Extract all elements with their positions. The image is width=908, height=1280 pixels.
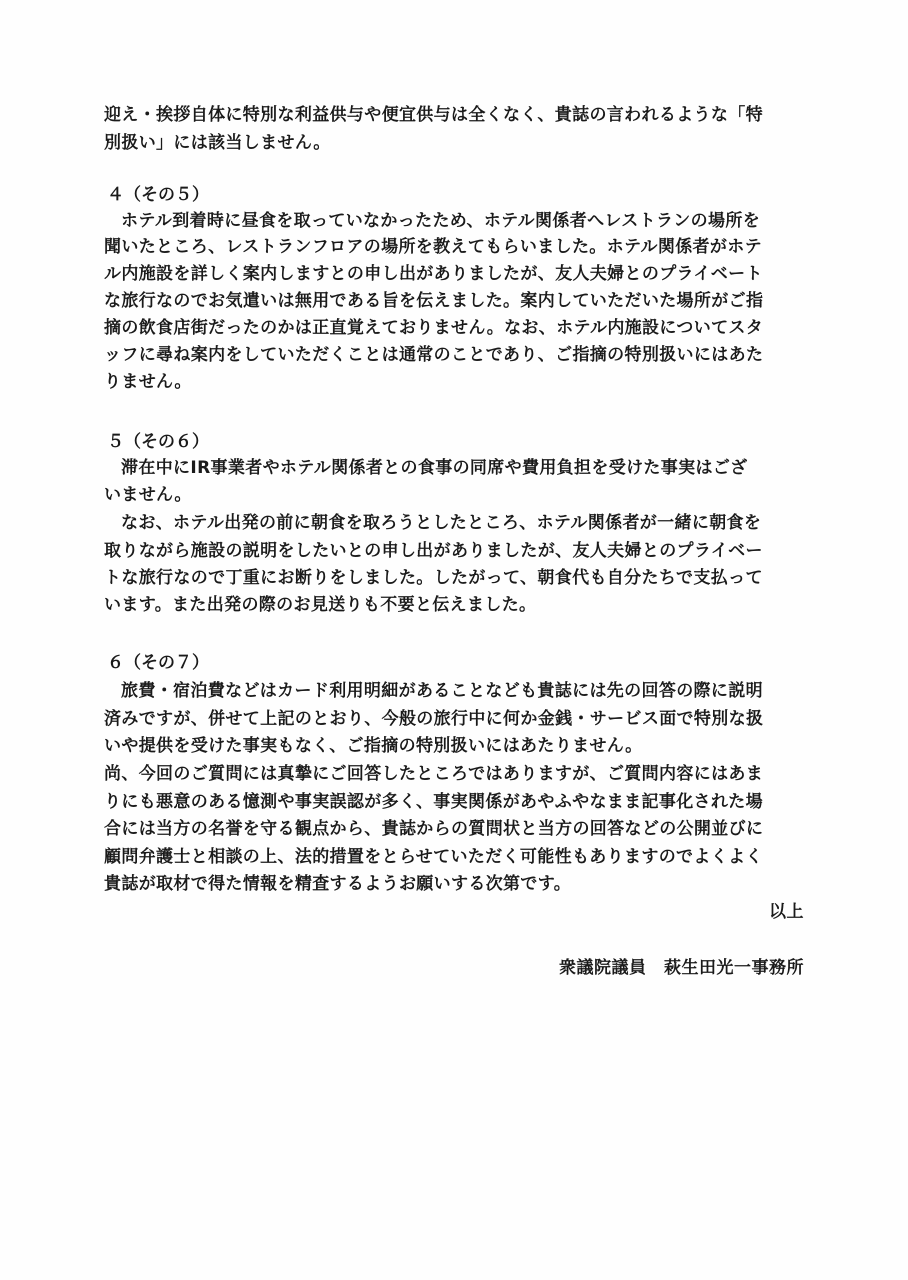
section-4-line: ル内施設を詳しく案内しますとの申し出がありましたが、友人夫婦とのプライベート (104, 264, 763, 284)
section-4-line: 摘の飲食店街だったのかは正直覚えておりません。なお、ホテル内施設についてスタ (104, 318, 764, 338)
signature: 衆議院議員 萩生田光一事務所 (559, 958, 804, 978)
section-4-line: りません。 (104, 372, 192, 392)
section-5-line: 滞在中にIR事業者やホテル関係者との食事の同席や費用負担を受けた事実はござ (121, 458, 748, 478)
section-4-line: な旅行なのでお気遣いは無用である旨を伝えました。案内していただいた場所がご指 (104, 291, 764, 311)
section-5-line: います。また出発の際のお見送りも不要と伝えました。 (104, 595, 537, 615)
section-4-line: ホテル到着時に昼食を取っていなかったため、ホテル関係者へレストランの場所を (121, 211, 761, 231)
section-4-heading: ４（その５） (107, 185, 209, 205)
section-6-line: 合には当方の名誉を守る観点から、貴誌からの質問状と当方の回答などの公開並びに (104, 819, 764, 839)
section-4-line: ッフに尋ね案内をしていただくことは通常のことであり、ご指摘の特別扱いにはあた (104, 345, 764, 365)
section-5-line: いません。 (104, 485, 192, 505)
section-6-line: りにも悪意のある憶測や事実誤認が多く、事実関係があやふやなまま記事化された場 (104, 792, 763, 812)
section-6-line: 顧問弁護士と相談の上、法的措置をとらせていただく可能性もありますのでよくよく (104, 847, 763, 867)
section-6-line: 貴誌が取材で得た情報を精査するようお願いする次第です。 (104, 874, 572, 894)
section-5-line: トな旅行なので丁重にお断りをしました。したがって、朝食代も自分たちで支払って (104, 568, 763, 588)
section-6-line: 旅費・宿泊費などはカード利用明細があることなども貴誌には先の回答の際に説明 (121, 681, 763, 701)
section-6-heading: ６（その７） (107, 653, 209, 673)
section-5-heading: ５（その６） (107, 432, 209, 452)
section-4-line: 聞いたところ、レストランフロアの場所を教えてもらいました。ホテル関係者がホテ (104, 237, 762, 257)
section-6-line: 済みですが、併せて上記のとおり、今般の旅行中に何か金銭・サービス面で特別な扱 (104, 709, 764, 729)
section-5-line: 取りながら施設の説明をしたいとの申し出がありましたが、友人夫婦とのプライベー (104, 541, 763, 561)
section-5-line: なお、ホテル出発の前に朝食を取ろうとしたところ、ホテル関係者が一緒に朝食を (121, 513, 762, 533)
section-6-line: 尚、今回のご質問には真摯にご回答したところではありますが、ご質問内容にはあま (104, 764, 764, 784)
closing-ijou: 以上 (769, 902, 804, 922)
intro-line: 別扱い」には該当しません。 (104, 133, 331, 153)
section-6-line: いや提供を受けた事実もなく、ご指摘の特別扱いにはあたりません。 (104, 736, 643, 756)
intro-line: 迎え・挨拶自体に特別な利益供与や便宜供与は全くなく、貴誌の言われるような「特 (104, 105, 763, 125)
